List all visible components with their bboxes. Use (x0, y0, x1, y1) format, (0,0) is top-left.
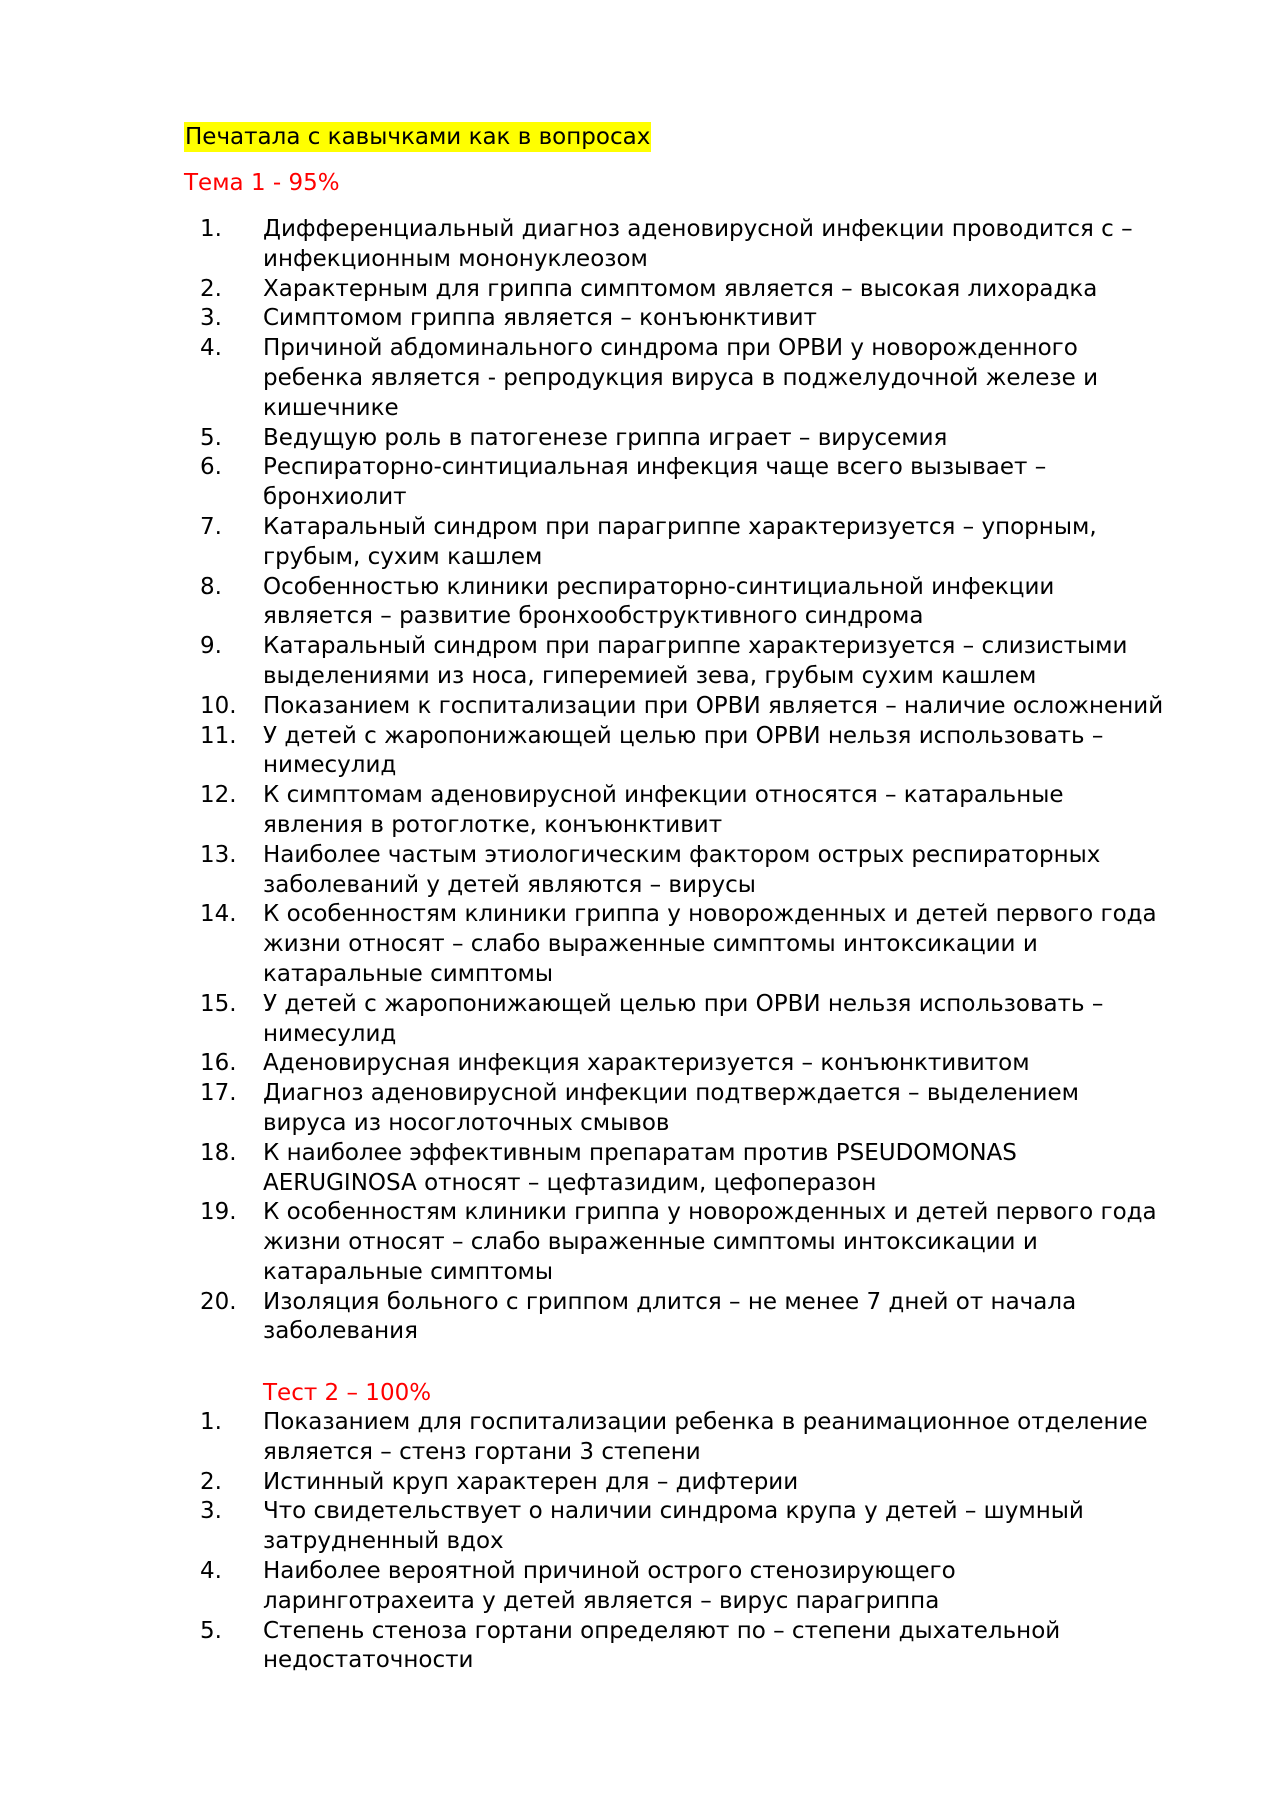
item-text-line: У детей с жаропонижающей целью при ОРВИ нельзя использовать – (263, 722, 1104, 749)
item-text-line: Особенностью клиники респираторно-синтициальной инфекции (263, 573, 1055, 600)
list-item (0, 1617, 1280, 1677)
item-text-line: Симптомом гриппа является – конъюнктивит (263, 305, 817, 332)
item-text-line: Показанием для госпитализации ребенка в реанимационное отделение (263, 1409, 1148, 1435)
item-text (263, 841, 1213, 901)
item-text-line: ларинготрахеита у детей является – вирус парагриппа (263, 1587, 940, 1614)
item-text-line: затрудненный вдох (263, 1528, 504, 1555)
highlighted-note: Печатала с кавычками как в вопросах (185, 124, 651, 150)
list-item (0, 1198, 1280, 1287)
list-item (0, 1079, 1280, 1139)
item-number: 16. (200, 1050, 237, 1077)
item-text (263, 1408, 1213, 1468)
item-text-line: грубым, сухим кашлем (263, 543, 543, 570)
item-number: 11. (200, 722, 237, 749)
list-item (0, 215, 1280, 275)
item-text-line: Причиной абдоминального синдрома при ОРВИ у новорожденного (263, 335, 1078, 362)
item-text-line: недостаточности (263, 1647, 474, 1674)
section-2-list (0, 1408, 1280, 1676)
item-text (263, 1557, 1213, 1617)
list-item (0, 1139, 1280, 1199)
list-item (0, 781, 1280, 841)
list-item (0, 573, 1280, 633)
item-text (263, 1079, 1213, 1139)
list-item (0, 275, 1280, 305)
item-number: 2. (200, 1468, 222, 1495)
item-number: 1. (200, 1409, 222, 1435)
item-text (263, 513, 1213, 573)
list-item (0, 1557, 1280, 1617)
list-item (0, 334, 1280, 423)
item-text-line: Наиболее вероятной причиной острого стенозирующего (263, 1557, 956, 1584)
item-text (263, 1198, 1213, 1287)
item-text-line: AERUGINOSA относят – цефтазидим, цефоперазон (263, 1169, 877, 1196)
item-number: 9. (200, 633, 222, 660)
list-item (0, 424, 1280, 454)
item-text (263, 692, 1213, 722)
item-number: 5. (200, 1617, 222, 1644)
item-text-line: бронхиолит (263, 484, 407, 511)
list-item (0, 453, 1280, 513)
item-text-line: Аденовирусная инфекция характеризуется – конъюнктивитом (263, 1050, 1030, 1077)
item-text-line: Диагноз аденовирусной инфекции подтверждается – выделением (263, 1080, 1079, 1107)
item-text-line: вируса из носоглоточных смывов (263, 1109, 670, 1136)
item-text-line: Ведущую роль в патогенезе гриппа играет – вирусемия (263, 424, 948, 451)
item-text-line: нимесулид (263, 752, 397, 779)
item-number: 15. (200, 990, 237, 1017)
item-text-line: К особенностям клиники гриппа у новорожденных и детей первого года (263, 1199, 1157, 1226)
item-text (263, 1049, 1213, 1079)
item-text (263, 573, 1213, 633)
item-number: 5. (200, 424, 222, 451)
list-item (0, 1049, 1280, 1079)
list-item (0, 632, 1280, 692)
item-text-line: заболеваний у детей являются – вирусы (263, 871, 756, 898)
item-number: 6. (200, 454, 222, 481)
section-1-title: Тема 1 - 95% (184, 170, 340, 196)
item-text (263, 781, 1213, 841)
item-text-line: явления в ротоглотке, конъюнктивит (263, 811, 723, 838)
item-text-line: Респираторно-синтициальная инфекция чаще всего вызывает – (263, 454, 1047, 481)
item-number: 4. (200, 335, 222, 362)
list-item (0, 900, 1280, 989)
list-item (0, 1288, 1280, 1348)
item-text (263, 1468, 1213, 1498)
item-number: 12. (200, 782, 237, 809)
item-text-line: К особенностям клиники гриппа у новорожденных и детей первого года (263, 901, 1157, 928)
item-text (263, 1139, 1213, 1199)
list-item (0, 990, 1280, 1050)
list-item (0, 841, 1280, 901)
item-text-line: К симптомам аденовирусной инфекции относятся – катаральные (263, 782, 1064, 809)
item-text (263, 1617, 1213, 1677)
item-text-line: Дифференциальный диагноз аденовирусной инфекции проводится с – (263, 216, 1133, 242)
item-text (263, 1288, 1213, 1348)
section-1-list (0, 215, 1280, 1347)
item-text-line: Катаральный синдром при парагриппе характеризуется – слизистыми (263, 633, 1128, 660)
item-text-line: заболевания (263, 1318, 418, 1345)
item-number: 1. (200, 216, 222, 242)
item-text-line: катаральные симптомы (263, 960, 554, 987)
item-number: 4. (200, 1557, 222, 1584)
list-item (0, 513, 1280, 573)
item-text-line: Изоляция больного с гриппом длится – не менее 7 дней от начала (263, 1288, 1077, 1315)
item-text-line: нимесулид (263, 1020, 397, 1047)
item-number: 20. (200, 1288, 237, 1315)
item-number: 14. (200, 901, 237, 928)
item-text (263, 453, 1213, 513)
item-text (263, 632, 1213, 692)
item-text-line: жизни относят – слабо выраженные симптомы интоксикации и (263, 931, 1038, 958)
item-text-line: катаральные симптомы (263, 1258, 554, 1285)
list-item (0, 692, 1280, 722)
item-number: 3. (200, 1498, 222, 1525)
item-text (263, 424, 1213, 454)
item-number: 10. (200, 692, 237, 719)
item-text-line: кишечнике (263, 394, 399, 421)
list-item (0, 1497, 1280, 1557)
item-text-line: выделениями из носа, гиперемией зева, грубым сухим кашлем (263, 662, 1037, 689)
item-text-line: Истинный круп характерен для – дифтерии (263, 1468, 799, 1495)
item-text-line: Показанием к госпитализации при ОРВИ является – наличие осложнений (263, 692, 1164, 719)
item-text (263, 275, 1213, 305)
section-2-title: Тест 2 – 100% (263, 1380, 432, 1406)
item-number: 3. (200, 305, 222, 332)
item-text (263, 1497, 1213, 1557)
item-text-line: инфекционным мононуклеозом (263, 245, 648, 272)
item-text (263, 334, 1213, 423)
item-text-line: Катаральный синдром при парагриппе характеризуется – упорным, (263, 513, 1097, 540)
item-text (263, 990, 1213, 1050)
item-number: 19. (200, 1199, 237, 1226)
item-text-line: жизни относят – слабо выраженные симптомы интоксикации и (263, 1229, 1038, 1256)
item-number: 17. (200, 1080, 237, 1107)
list-item (0, 1408, 1280, 1468)
item-text-line: У детей с жаропонижающей целью при ОРВИ нельзя использовать – (263, 990, 1104, 1017)
item-text-line: Степень стеноза гортани определяют по – степени дыхательной (263, 1617, 1061, 1644)
item-text-line: ребенка является - репродукция вируса в поджелудочной железе и (263, 364, 1099, 391)
list-item (0, 304, 1280, 334)
item-number: 8. (200, 573, 222, 600)
item-text (263, 215, 1213, 275)
item-text-line: является – развитие бронхообструктивного синдрома (263, 603, 924, 630)
item-text-line: Что свидетельствует о наличии синдрома крупа у детей – шумный (263, 1498, 1084, 1525)
item-number: 18. (200, 1139, 237, 1166)
item-text (263, 722, 1213, 782)
list-item (0, 722, 1280, 782)
item-text-line: К наиболее эффективным препаратам против PSEUDOMONAS (263, 1139, 1017, 1166)
item-number: 2. (200, 275, 222, 302)
item-text-line: Характерным для гриппа симптомом является – высокая лихорадка (263, 275, 1098, 302)
item-number: 7. (200, 513, 222, 540)
item-number: 13. (200, 841, 237, 868)
item-text-line: Наиболее частым этиологическим фактором острых респираторных (263, 841, 1101, 868)
item-text-line: является – стенз гортани 3 степени (263, 1438, 701, 1465)
item-text (263, 900, 1213, 989)
list-item (0, 1468, 1280, 1498)
item-text (263, 304, 1213, 334)
